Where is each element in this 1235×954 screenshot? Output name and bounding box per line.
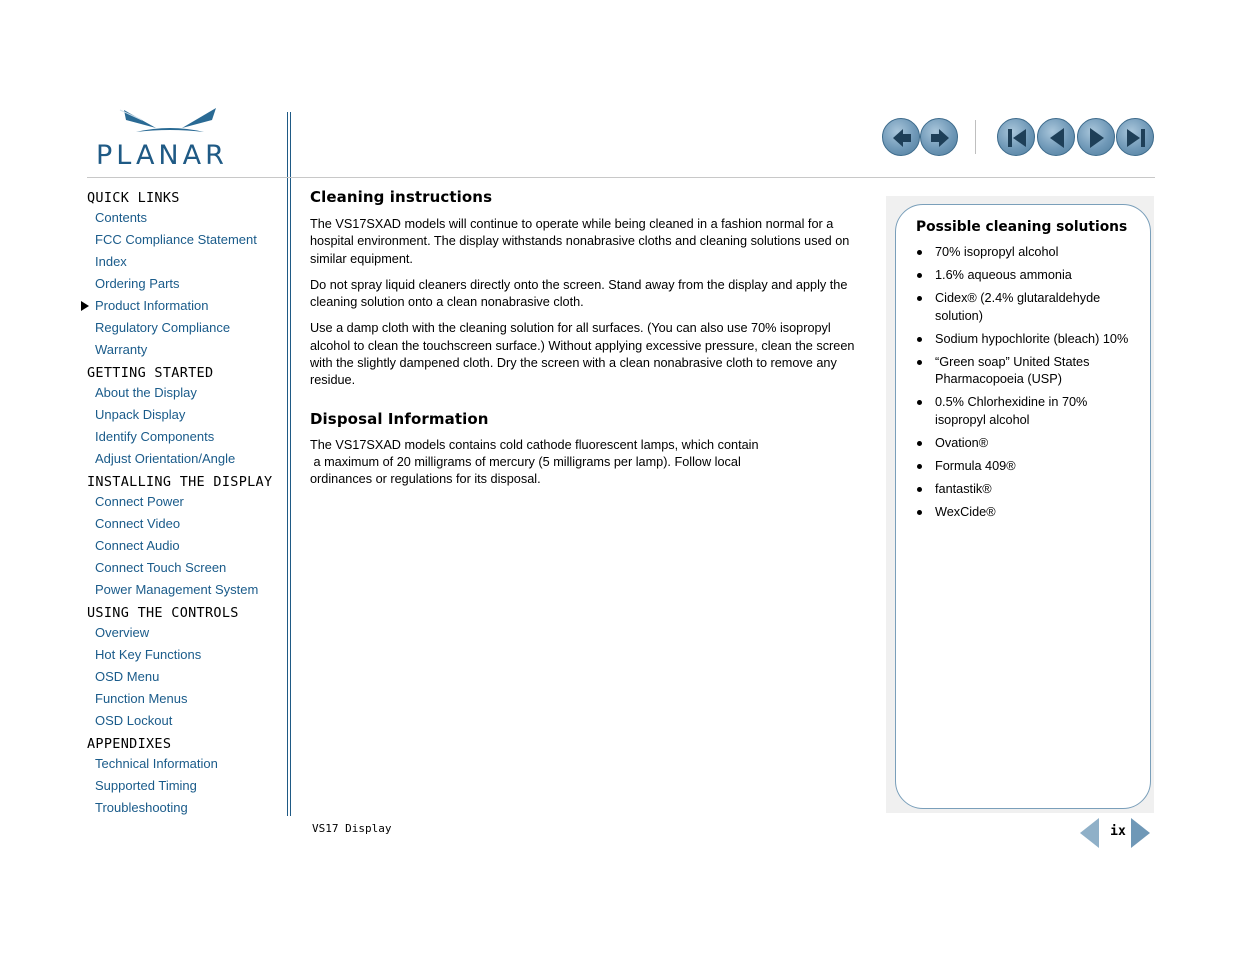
- previous-page-button[interactable]: [1037, 118, 1075, 156]
- sidebar-item-osd-menu[interactable]: OSD Menu: [95, 669, 160, 684]
- sidebar-item-troubleshooting[interactable]: Troubleshooting: [95, 800, 188, 815]
- heading-cleaning-instructions: Cleaning instructions: [310, 188, 493, 206]
- section-title-appendixes: APPENDIXES: [87, 736, 172, 752]
- last-page-button[interactable]: [1116, 118, 1154, 156]
- forward-icon: [921, 119, 959, 157]
- sidebar-item-product-information[interactable]: [87, 295, 282, 317]
- sidebar-item-function-menus[interactable]: Function Menus: [95, 691, 188, 706]
- paragraph-cleaning-3: Use a damp cloth with the cleaning solution for all surfaces. (You can also use 70% isopropyl alcohol to clean the touchscreen surface.) Without applying excessive pressure, clean the screen with the slightly dampened cloth. Dry the screen with a clean nonabrasive cloth to remove any residue.: [310, 321, 855, 388]
- next-page-arrow-icon[interactable]: [1131, 818, 1150, 848]
- list-item: Formula 409®: [916, 458, 1141, 476]
- sidebar-item-osd-lockout[interactable]: OSD Lockout: [95, 713, 173, 728]
- forward-button[interactable]: [920, 118, 958, 156]
- previous-page-icon: [1038, 119, 1076, 157]
- back-button[interactable]: [882, 118, 920, 156]
- sidebar-item-ordering-parts[interactable]: Ordering Parts: [95, 276, 180, 291]
- first-page-icon: [998, 119, 1036, 157]
- current-page-marker-icon: [81, 301, 89, 311]
- cleaning-solutions-list: [916, 244, 1141, 527]
- sidebar-item-warranty[interactable]: Warranty: [95, 342, 148, 357]
- page-pager: [1080, 818, 1152, 850]
- sidebar-item-overview[interactable]: Overview: [95, 625, 150, 640]
- sidebar-item-connect-power[interactable]: Connect Power: [95, 494, 184, 509]
- sidebar-item-adjust-orientation[interactable]: Adjust Orientation/Angle: [95, 451, 236, 466]
- section-title-installing: INSTALLING THE DISPLAY: [87, 474, 273, 490]
- next-page-icon: [1078, 119, 1116, 157]
- planar-logo: [96, 106, 250, 170]
- list-item: 0.5% Chlorhexidine in 70% isopropyl alcohol: [916, 394, 1141, 429]
- back-icon: [883, 119, 921, 157]
- next-page-button[interactable]: [1077, 118, 1115, 156]
- sidebar-divider-right: [290, 112, 291, 816]
- list-item: Ovation®: [916, 435, 1141, 453]
- list-item: fantastik®: [916, 481, 1141, 499]
- disposal-line-1: The VS17SXAD models contains cold cathode fluorescent lamps, which contain: [310, 437, 759, 452]
- section-title-using-controls: USING THE CONTROLS: [87, 605, 239, 621]
- logo-mark-icon: [96, 106, 250, 142]
- page-number: ix: [1110, 824, 1126, 839]
- sidebar-divider-left: [287, 112, 288, 816]
- nav-separator: [975, 120, 976, 154]
- last-page-icon: [1117, 119, 1155, 157]
- previous-page-arrow-icon[interactable]: [1080, 818, 1099, 848]
- paragraph-cleaning-2: Do not spray liquid cleaners directly onto the screen. Stand away from the display and apply the cleaning solution onto a clean nonabrasive cloth.: [310, 277, 848, 310]
- sidebar-item-identify-components[interactable]: Identify Components: [95, 429, 215, 444]
- paragraph-disposal: [310, 437, 855, 489]
- sidebar-item-regulatory-compliance[interactable]: Regulatory Compliance: [95, 320, 231, 335]
- list-item: “Green soap” United States Pharmacopoeia (USP): [916, 354, 1141, 389]
- sidebar-item-contents[interactable]: Contents: [95, 210, 148, 225]
- section-title-quick-links: QUICK LINKS: [87, 190, 180, 206]
- footer-document-title: VS17 Display: [312, 822, 392, 835]
- sidebar-item-unpack-display[interactable]: Unpack Display: [95, 407, 186, 422]
- sidebar-item-label: Product Information: [95, 298, 209, 313]
- list-item: Cidex® (2.4% glutaraldehyde solution): [916, 290, 1141, 325]
- sidebar-item-about-display[interactable]: About the Display: [95, 385, 197, 400]
- list-item: 1.6% aqueous ammonia: [916, 267, 1141, 285]
- first-page-button[interactable]: [997, 118, 1035, 156]
- sidebar-item-connect-touch-screen[interactable]: Connect Touch Screen: [95, 560, 227, 575]
- disposal-line-3: ordinances or regulations for its disposal.: [310, 472, 541, 487]
- side-panel-title: Possible cleaning solutions: [916, 219, 1128, 235]
- list-item: WexCide®: [916, 504, 1141, 522]
- paragraph-cleaning-1: The VS17SXAD models will continue to operate while being cleaned in a fashion normal for a hospital environment. The display withstands nonabrasive cloths and cleaning solutions used on similar equipment.: [310, 217, 850, 266]
- sidebar-item-technical-information[interactable]: Technical Information: [95, 756, 218, 771]
- heading-disposal-information: Disposal Information: [310, 409, 489, 428]
- disposal-line-2: a maximum of 20 milligrams of mercury (5 milligrams per lamp). Follow local: [310, 454, 741, 469]
- sidebar-item-connect-video[interactable]: Connect Video: [95, 516, 181, 531]
- header-rule: [87, 177, 1155, 178]
- sidebar-nav: [87, 190, 282, 819]
- list-item: Sodium hypochlorite (bleach) 10%: [916, 331, 1141, 349]
- sidebar-item-power-management[interactable]: Power Management System: [95, 582, 259, 597]
- list-item: 70% isopropyl alcohol: [916, 244, 1141, 262]
- sidebar-item-index[interactable]: Index: [95, 254, 127, 269]
- sidebar-item-supported-timing[interactable]: Supported Timing: [95, 778, 197, 793]
- sidebar-item-hot-key-functions[interactable]: Hot Key Functions: [95, 647, 202, 662]
- main-content: [310, 188, 855, 498]
- logo-wordmark: PLANAR: [96, 140, 228, 171]
- sidebar-item-fcc-compliance[interactable]: FCC Compliance Statement: [95, 232, 257, 247]
- sidebar-item-connect-audio[interactable]: Connect Audio: [95, 538, 180, 553]
- section-title-getting-started: GETTING STARTED: [87, 365, 214, 381]
